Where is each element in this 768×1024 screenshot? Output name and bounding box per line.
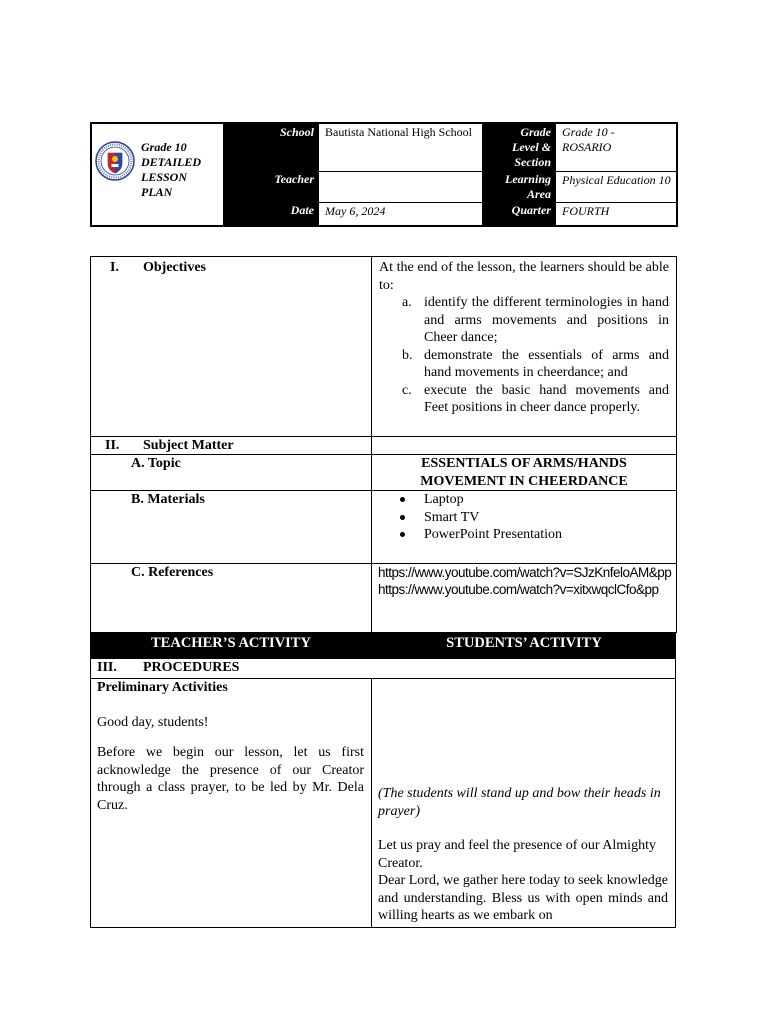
objective-mark: c. xyxy=(402,382,412,398)
references-value-cell xyxy=(371,563,677,633)
material-item xyxy=(424,491,676,509)
objectives-intro: At the end of the lesson, the learners should be able to: xyxy=(379,260,669,293)
grade-section-text: Grade 10 - ROSARIO xyxy=(562,125,615,154)
grade-label-line: Grade xyxy=(520,125,551,139)
teacher-activity-header: TEACHER’S ACTIVITY xyxy=(151,635,311,651)
plan-title-line: DETAILED xyxy=(141,155,202,169)
teacher-greeting: Good day, students! xyxy=(97,714,209,730)
school-label-text: School xyxy=(279,125,314,139)
material-text: Laptop xyxy=(424,492,464,507)
teacher-label xyxy=(223,171,319,202)
objective-text: demonstrate the essentials of arms and hand movements in cheerdance; and xyxy=(424,347,669,380)
bullet-icon xyxy=(400,515,405,520)
date-label xyxy=(223,202,319,225)
material-item xyxy=(424,526,676,544)
area-label-line: Learning xyxy=(504,172,551,186)
quarter-label xyxy=(482,202,556,225)
plan-title-line: PLAN xyxy=(141,185,173,199)
grade-label-line: Section xyxy=(514,155,551,169)
teacher-prayer-intro: Before we begin our lesson, let us first acknowledge the presence of our Creator through a class prayer, to be led by Mr. Dela Cruz. xyxy=(97,745,364,813)
teacher-activity-cell xyxy=(90,678,372,928)
plan-title xyxy=(141,140,221,200)
teacher-label-text: Teacher xyxy=(274,172,314,186)
bullet-icon xyxy=(400,532,405,537)
material-text: Smart TV xyxy=(424,509,480,525)
objective-item xyxy=(402,294,669,347)
teacher-value xyxy=(319,171,482,201)
material-text: PowerPoint Presentation xyxy=(424,527,563,542)
deped-seal-icon xyxy=(95,141,135,181)
grade-section-label xyxy=(482,124,556,171)
reference-link[interactable]: https://www.youtube.com/watch?v=SJzKnfeloAM&pp xyxy=(378,565,672,580)
logo-cell xyxy=(92,124,223,225)
section-number: I. xyxy=(110,260,119,275)
quarter-value: FOURTH xyxy=(556,202,676,225)
subject-matter-heading-cell xyxy=(90,436,372,455)
objective-item xyxy=(402,382,669,417)
topic-label: A. Topic xyxy=(131,456,181,471)
school-value: Bautista National High School xyxy=(319,124,482,170)
students-activity-header: STUDENTS’ ACTIVITY xyxy=(446,635,602,651)
objectives-heading: Objectives xyxy=(143,260,206,275)
quarter-label-text: Quarter xyxy=(511,203,551,217)
materials-value-cell xyxy=(371,490,677,564)
plan-title-line: LESSON xyxy=(141,170,188,184)
procedures-heading: PROCEDURES xyxy=(143,660,240,675)
learning-area-value: Physical Education 10 xyxy=(556,171,676,201)
objective-item xyxy=(402,347,669,382)
objective-mark: b. xyxy=(402,347,413,363)
objectives-heading-cell xyxy=(90,256,372,437)
subject-matter-heading: Subject Matter xyxy=(143,438,234,453)
materials-list xyxy=(372,491,676,544)
date-value: May 6, 2024 xyxy=(319,202,482,225)
topic-value-cell xyxy=(371,454,677,491)
lesson-plan-header xyxy=(90,122,678,227)
grade-section-value xyxy=(556,124,676,170)
section-number: III. xyxy=(97,660,117,675)
references-label: C. References xyxy=(131,565,214,580)
date-label-text: Date xyxy=(290,203,314,217)
activity-header-bar xyxy=(90,632,676,659)
topic-value: ESSENTIALS OF ARMS/HANDS MOVEMENT IN CHEERDANCE xyxy=(420,456,628,489)
school-label xyxy=(223,124,319,171)
students-action: (The students will stand up and bow their heads in prayer) xyxy=(378,786,661,819)
objective-mark: a. xyxy=(402,295,412,310)
bullet-icon xyxy=(400,497,405,502)
subject-matter-empty-cell xyxy=(371,436,677,455)
students-prayer-intro: Let us pray and feel the presence of our Almighty Creator. xyxy=(378,838,656,871)
topic-label-cell xyxy=(90,454,372,491)
materials-label: B. Materials xyxy=(131,492,205,507)
objective-text: execute the basic hand movements and Feet positions in cheer dance properly. xyxy=(424,382,669,415)
procedures-heading-cell xyxy=(90,659,676,679)
objective-text: identify the different terminologies in hand and arms movements and positions in Cheer dance; xyxy=(424,295,669,345)
objectives-list xyxy=(379,294,669,417)
students-activity-cell xyxy=(371,678,676,928)
objectives-content-cell xyxy=(371,256,677,437)
learning-area-label xyxy=(482,171,556,202)
area-label-line: Area xyxy=(527,187,551,201)
students-prayer-body: Dear Lord, we gather here today to seek knowledge and understanding. Bless us with open minds and willing hearts as we embark on xyxy=(378,873,668,923)
material-item xyxy=(424,509,676,527)
section-number: II. xyxy=(105,438,120,453)
grade-label-line: Level & xyxy=(512,140,551,154)
references-label-cell xyxy=(90,563,372,633)
reference-link[interactable]: https://www.youtube.com/watch?v=xitxwqclCfo&pp xyxy=(378,582,659,597)
plan-title-line: Grade 10 xyxy=(141,140,187,154)
preliminary-activities-heading: Preliminary Activities xyxy=(97,680,228,695)
materials-label-cell xyxy=(90,490,372,564)
